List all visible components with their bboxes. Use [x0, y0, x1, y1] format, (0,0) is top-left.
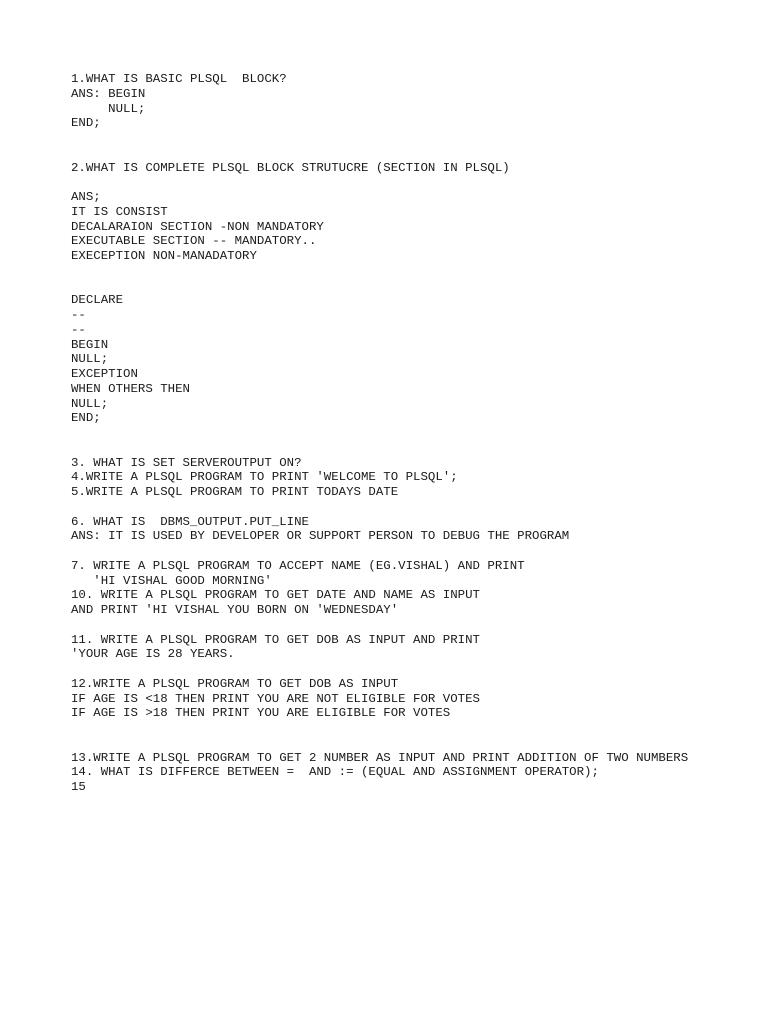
text-line: END;: [71, 411, 101, 426]
text-line: ANS;: [71, 190, 101, 204]
blank-line: [71, 426, 751, 441]
text-line: 11. WRITE A PLSQL PROGRAM TO GET DOB AS INPUT AND PRINT: [71, 632, 480, 647]
blank-line: [71, 131, 751, 146]
blank-line: [71, 544, 751, 559]
text-line: 10. WRITE A PLSQL PROGRAM TO GET DATE AND NAME AS INPUT: [71, 588, 480, 603]
text-line: 4.WRITE A PLSQL PROGRAM TO PRINT 'WELCOME TO PLSQL';: [71, 470, 458, 485]
text-line: EXECUTABLE SECTION -- MANDATORY..: [71, 234, 317, 249]
text-line: 2.WHAT IS COMPLETE PLSQL BLOCK STRUTUCRE (SECTION IN PLSQL): [71, 160, 510, 175]
text-line: --: [71, 322, 86, 337]
text-line: 3. WHAT IS SET SERVEROUTPUT ON?: [71, 455, 302, 470]
text-line: END;: [71, 116, 101, 131]
blank-line: [71, 721, 751, 736]
blank-line: [71, 441, 751, 456]
text-line: NULL;: [71, 101, 146, 116]
text-line: 12.WRITE A PLSQL PROGRAM TO GET DOB AS INPUT: [71, 676, 399, 691]
text-line: 1.WHAT IS BASIC PLSQL BLOCK?: [71, 72, 287, 86]
text-line: --: [71, 308, 86, 322]
blank-line: [71, 500, 751, 515]
blank-line: [71, 146, 751, 161]
text-line: 'YOUR AGE IS 28 YEARS.: [71, 647, 235, 662]
text-line: IT IS CONSIST: [71, 204, 168, 219]
blank-line: [71, 264, 751, 279]
text-line: NULL;: [71, 396, 109, 411]
blank-line: [71, 618, 751, 633]
text-line: 7. WRITE A PLSQL PROGRAM TO ACCEPT NAME (EG.VISHAL) AND PRINT: [71, 558, 525, 573]
text-line: IF AGE IS >18 THEN PRINT YOU ARE ELIGIBLE FOR VOTES: [71, 706, 451, 721]
text-line: AND PRINT 'HI VISHAL YOU BORN ON 'WEDNESDAY': [71, 603, 399, 617]
text-line: EXCEPTION: [71, 367, 138, 381]
blank-line: [71, 175, 751, 190]
text-line: 13.WRITE A PLSQL PROGRAM TO GET 2 NUMBER AS INPUT AND PRINT ADDITION OF TWO NUMBERS: [71, 750, 689, 765]
text-line: NULL;: [71, 352, 109, 367]
text-line: DECLARE: [71, 293, 124, 308]
blank-line: [71, 662, 751, 677]
text-line: 15: [71, 780, 86, 794]
document-body: [71, 72, 751, 795]
text-line: 5.WRITE A PLSQL PROGRAM TO PRINT TODAYS DATE: [71, 485, 399, 499]
blank-line: [71, 736, 751, 751]
text-line: DECALARAION SECTION -NON MANDATORY: [71, 219, 324, 234]
text-line: BEGIN: [71, 337, 109, 352]
text-line: ANS: IT IS USED BY DEVELOPER OR SUPPORT PERSON TO DEBUG THE PROGRAM: [71, 529, 570, 544]
blank-line: [71, 279, 751, 294]
text-line: 14. WHAT IS DIFFERCE BETWEEN = AND := (EQUAL AND ASSIGNMENT OPERATOR);: [71, 765, 599, 780]
text-line: 'HI VISHAL GOOD MORNING': [71, 573, 272, 588]
text-line: ANS: BEGIN: [71, 86, 146, 101]
text-line: 6. WHAT IS DBMS_OUTPUT.PUT_LINE: [71, 514, 309, 529]
text-line: EXECEPTION NON-MANADATORY: [71, 249, 257, 263]
text-line: IF AGE IS <18 THEN PRINT YOU ARE NOT ELIGIBLE FOR VOTES: [71, 691, 480, 706]
text-line: WHEN OTHERS THEN: [71, 381, 190, 396]
